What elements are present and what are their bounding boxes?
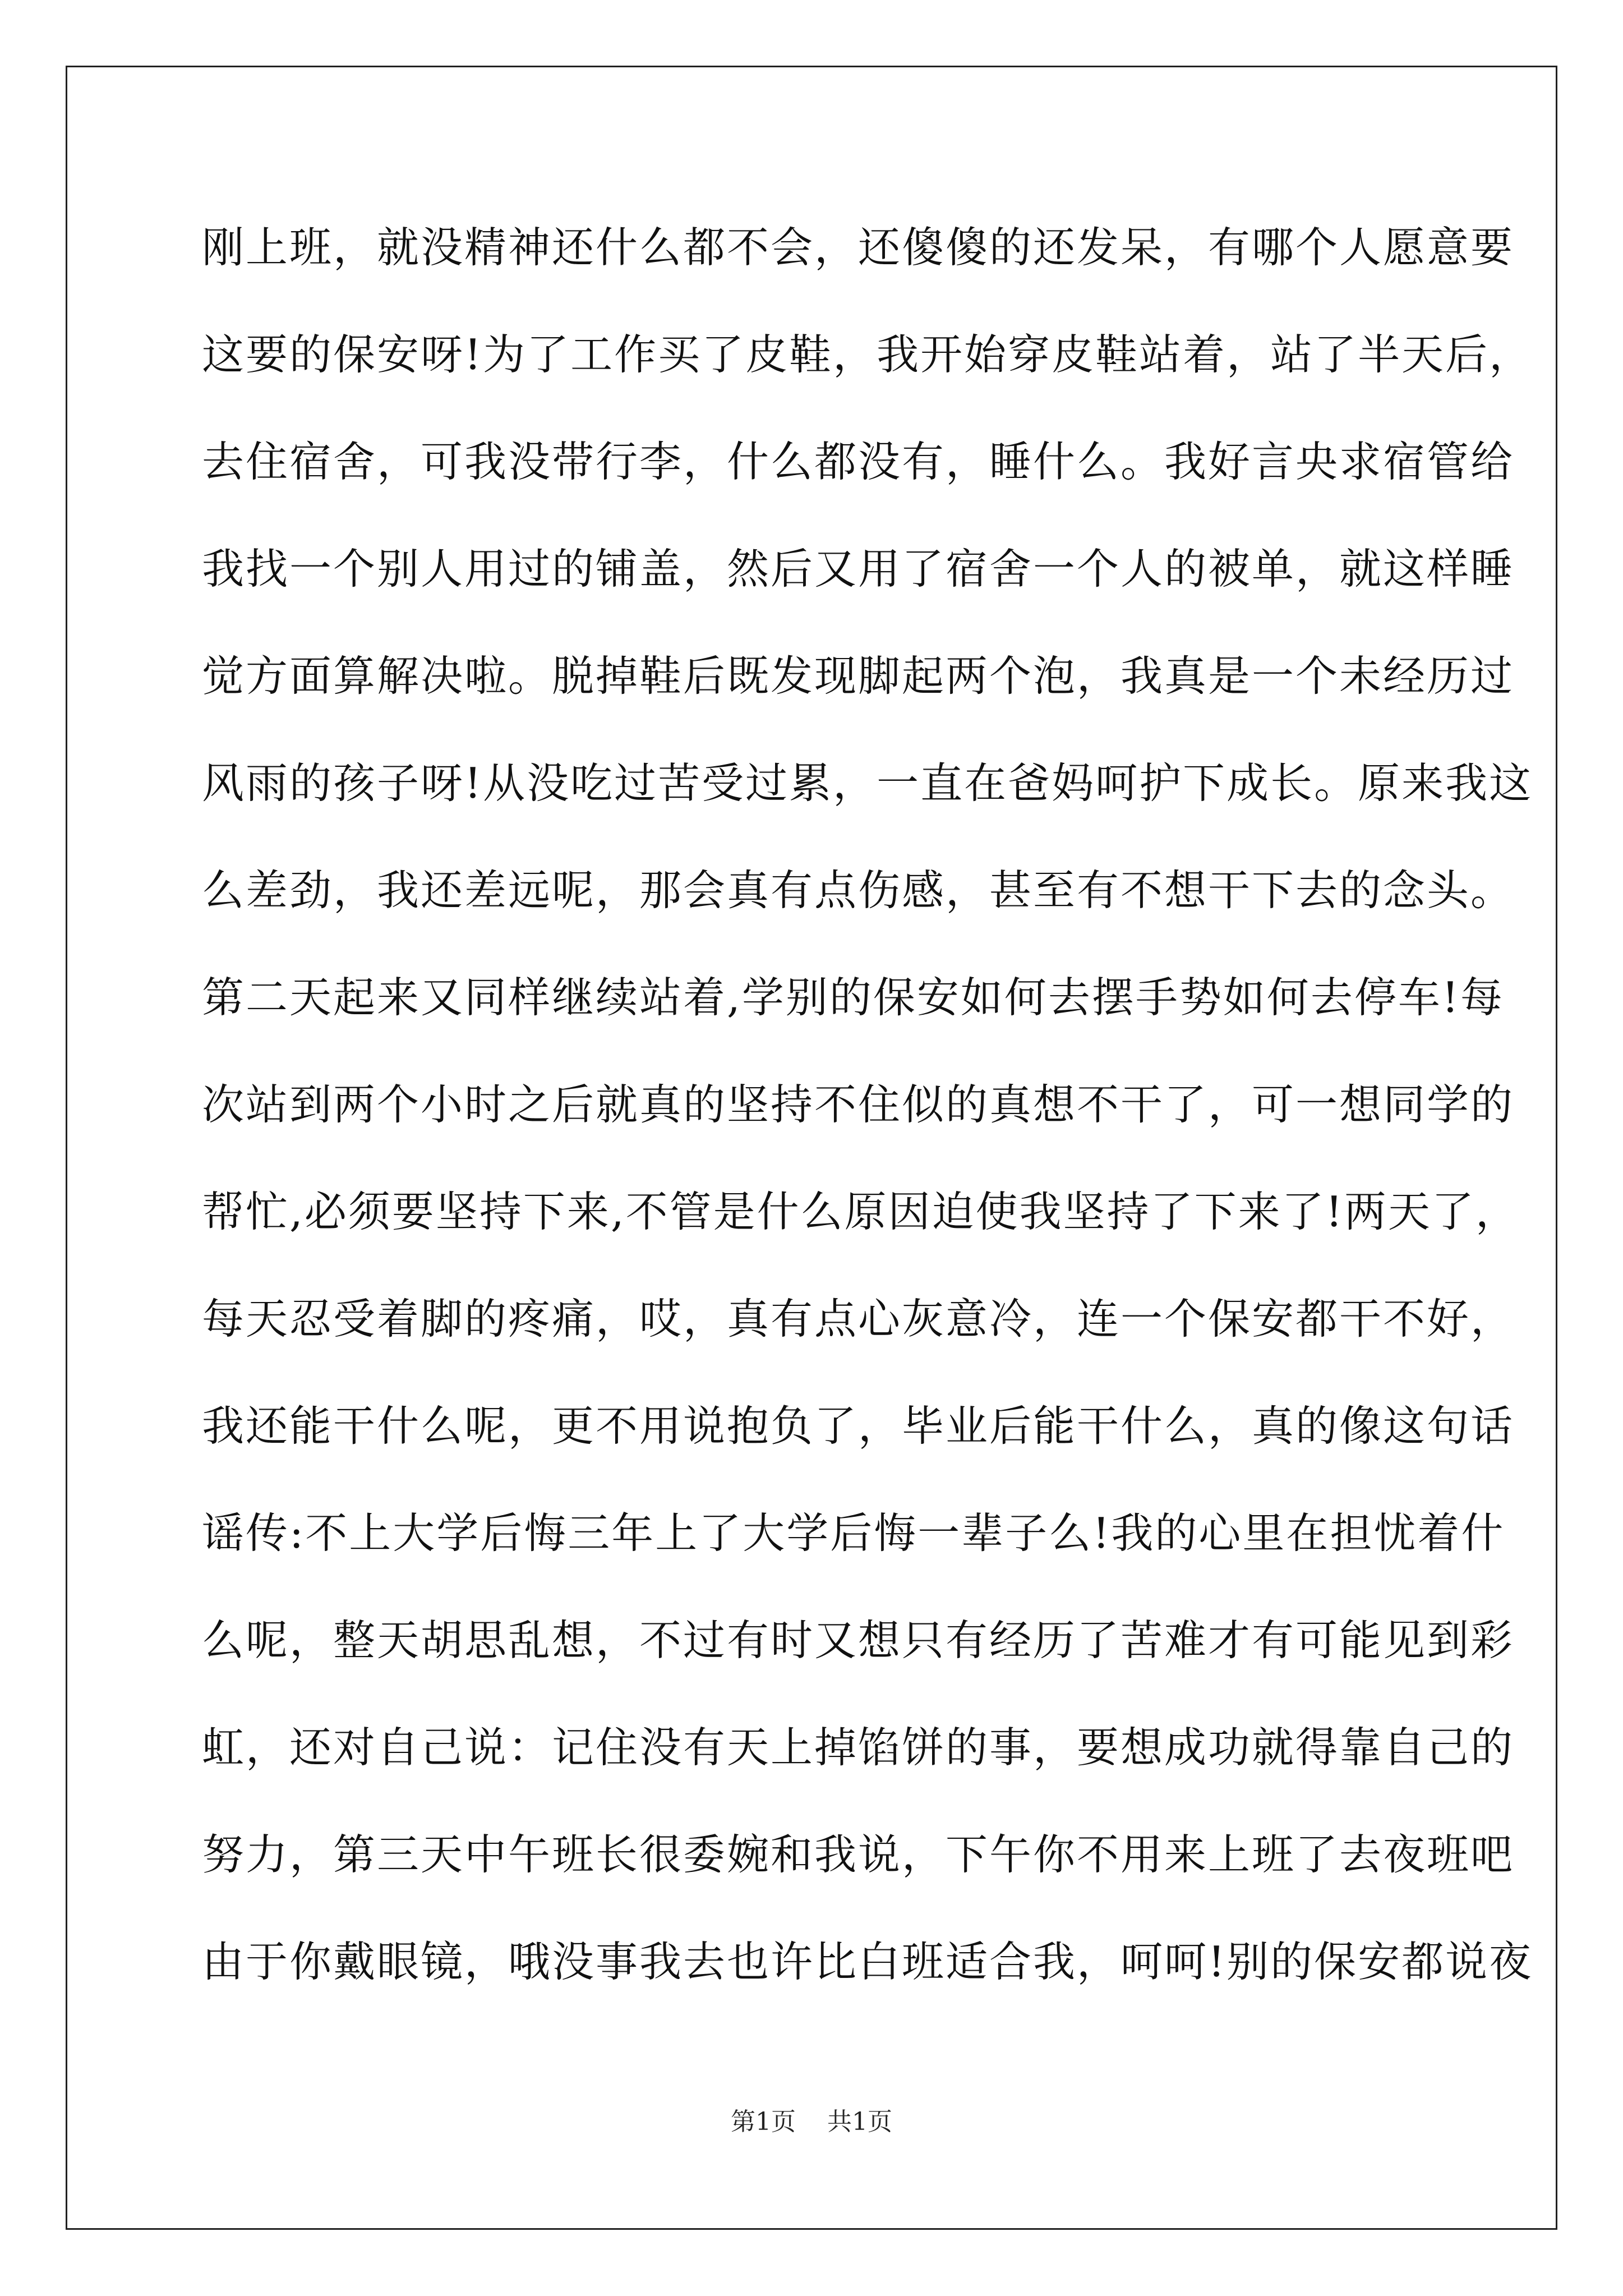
text-line: 虹，还对自己说：记住没有天上掉馅饼的事，要想成功就得靠自己的 <box>202 1723 1515 1772</box>
text-line: 觉方面算解决啦。脱掉鞋后既发现脚起两个泡，我真是一个未经历过 <box>202 651 1515 701</box>
text-line: 谣传:不上大学后悔三年上了大学后悔一辈子么!我的心里在担忧着什 <box>202 1508 1505 1558</box>
text-line: 第二天起来又同样继续站着,学别的保安如何去摆手势如何去停车!每 <box>202 973 1504 1022</box>
text-line: 风雨的孩子呀!从没吃过苦受过累，一直在爸妈呵护下成长。原来我这 <box>202 758 1533 808</box>
text-line: 我还能干什么呢，更不用说抱负了，毕业后能干什么，真的像这句话 <box>202 1401 1515 1451</box>
text-line: 刚上班，就没精神还什么都不会，还傻傻的还发呆，有哪个人愿意要 <box>202 223 1515 272</box>
text-line: 帮忙,必须要坚持下来,不管是什么原因迫使我坚持了下来了!两天了， <box>202 1187 1519 1236</box>
text-line: 去住宿舍，可我没带行李，什么都没有，睡什么。我好言央求宿管给 <box>202 437 1515 486</box>
document-body <box>202 214 1533 2036</box>
page-footer <box>0 2106 1623 2138</box>
text-line: 由于你戴眼镜，哦没事我去也许比白班适合我，呵呵!别的保安都说夜 <box>202 1937 1533 1986</box>
text-line: 每天忍受着脚的疼痛，哎，真有点心灰意冷，连一个保安都干不好， <box>202 1294 1515 1343</box>
text-line: 这要的保安呀!为了工作买了皮鞋，我开始穿皮鞋站着，站了半天后， <box>202 330 1533 379</box>
text-line: 努力，第三天中午班长很委婉和我说，下午你不用来上班了去夜班吧 <box>202 1830 1515 1879</box>
page-number-total: 共1页 <box>827 2108 892 2136</box>
text-line: 次站到两个小时之后就真的坚持不住似的真想不干了，可一想同学的 <box>202 1080 1515 1129</box>
page-number-current: 第1页 <box>731 2108 796 2136</box>
text-line: 么呢，整天胡思乱想，不过有时又想只有经历了苦难才有可能见到彩 <box>202 1616 1515 1665</box>
text-line: 我找一个别人用过的铺盖，然后又用了宿舍一个人的被单，就这样睡 <box>202 544 1515 593</box>
text-line: 么差劲，我还差远呢，那会真有点伤感，甚至有不想干下去的念头。 <box>202 866 1515 915</box>
